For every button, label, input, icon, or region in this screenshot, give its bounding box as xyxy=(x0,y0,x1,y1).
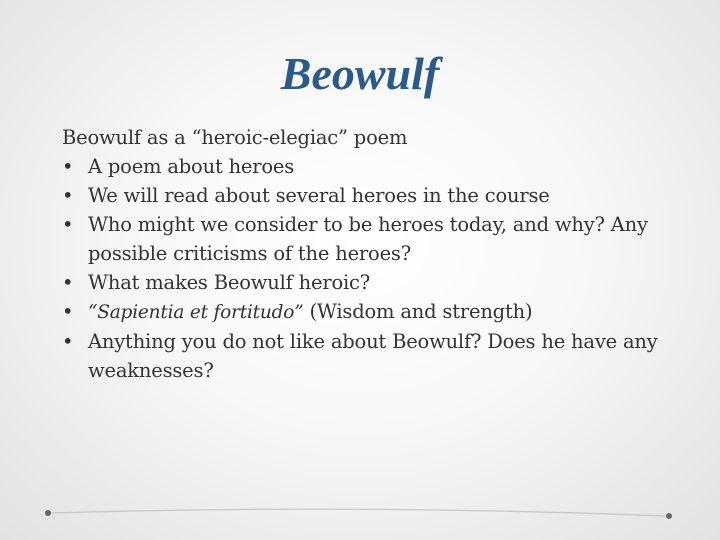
intro-line: Beowulf as a “heroic-elegiac” poem xyxy=(62,126,408,149)
slide-title: Beowulf xyxy=(280,48,440,99)
bullet-text: Who might we consider to be heroes today, and why? Any possible criticisms of the heroes? xyxy=(88,213,648,265)
bullet-text: (Wisdom and strength) xyxy=(303,300,533,323)
bullet-item xyxy=(62,152,682,181)
bullet-item xyxy=(62,268,682,297)
slide-body xyxy=(62,123,682,385)
bullet-icon: • xyxy=(62,271,74,294)
bullet-icon: • xyxy=(62,300,74,323)
frame-dot-left-icon xyxy=(45,510,51,516)
bullet-item xyxy=(62,327,682,385)
bullet-item xyxy=(62,297,682,327)
bullet-list xyxy=(62,152,682,385)
frame-dot-right-icon xyxy=(666,513,672,519)
bullet-italic-phrase: “Sapientia et fortitudo” xyxy=(88,302,304,323)
decorative-frame-line xyxy=(48,504,670,518)
bullet-item xyxy=(62,181,682,210)
bullet-text: A poem about heroes xyxy=(88,155,295,178)
bullet-icon: • xyxy=(62,330,74,353)
bullet-icon: • xyxy=(62,184,74,207)
bullet-item xyxy=(62,210,682,268)
bullet-text: What makes Beowulf heroic? xyxy=(88,271,371,294)
bullet-text: We will read about several heroes in the course xyxy=(88,184,550,207)
bullet-icon: • xyxy=(62,213,74,236)
bullet-icon: • xyxy=(62,155,74,178)
bullet-text: Anything you do not like about Beowulf? Does he have any weaknesses? xyxy=(88,330,658,382)
